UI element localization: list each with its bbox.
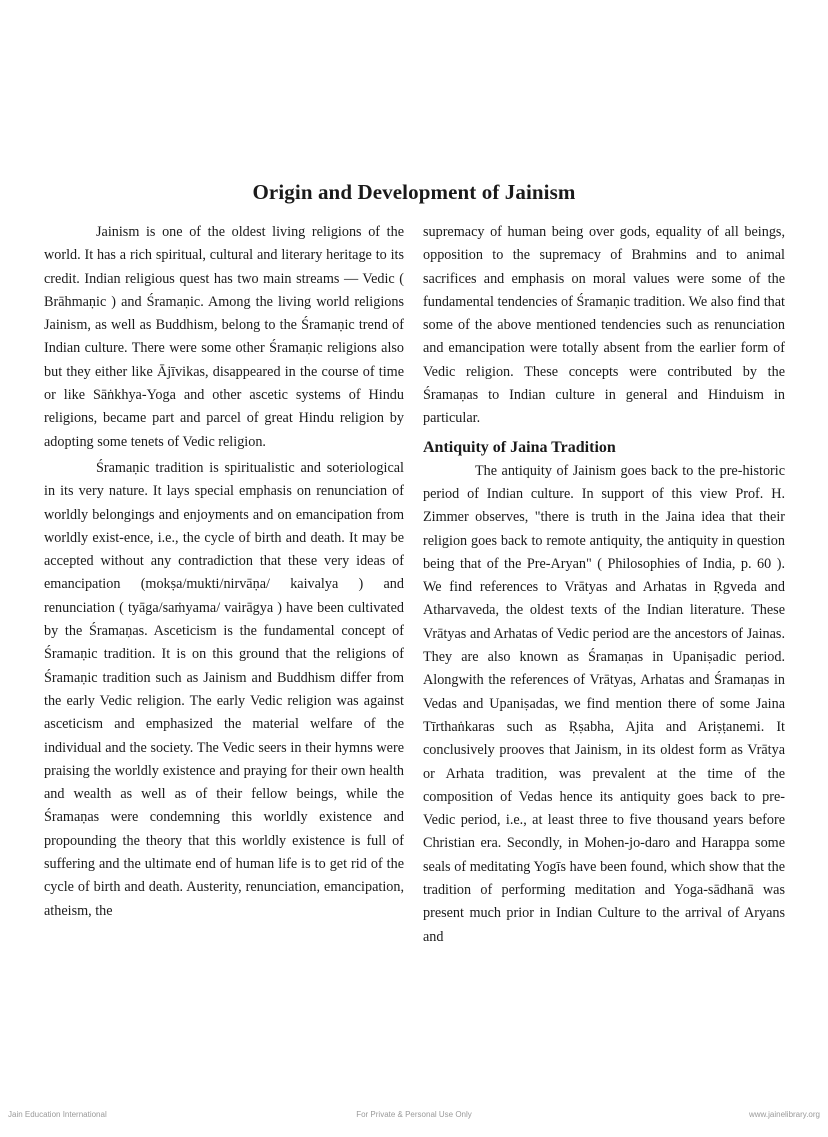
paragraph-antiquity: The antiquity of Jainism goes back to the pre-historic period of Indian culture. In support of this view Prof. H. Zimmer observes, "there is truth in the Jaina idea that their religion goes back to remote antiquity, the antiquity in question being that of the Pre-Aryan" ( Philosophies of India, p. 60 ). We find references to Vrātyas and Arhatas in Ṛgveda and Atharvaveda, the oldest texts of the Indian literature. These Vrātyas and Arhatas of Vedic period are the ancestors of Jainas. They are also known as Śramaṇas in Upaniṣadic period. Alongwith the references of Vrātyas, Arhatas and Śramaṇas in Vedas and Upaniṣadas, we find mention there of some Jaina Tīrthaṅkaras such as Ṛṣabha, Ajita and Ariṣṭanemi. It conclusively prooves that Jainism, in its oldest form as Vrātya or Arhata tradition, was prevalent at the time of the composition of Vedas hence its antiquity goes back to pre-Vedic period, i.e., at least three to five thousand years before Christian era. Secondly, in Mohen-jo-daro and Harappa some seals of meditating Yogīs have been found, which show that the tradition of performing meditation and Yoga-sādhanā was present much prior in Indian Culture to the arrival of Aryans and [423,462,785,945]
left-column [44,221,404,923]
section-heading-antiquity: Antiquity of Jaina Tradition [423,438,616,456]
page-title: Origin and Development of Jainism [252,180,576,204]
paragraph-intro: Jainism is one of the oldest living religions of the world. It has a rich spiritual, cultural and literary heritage to its credit. Indian religious quest has two main streams — Vedic ( Brāhmaṇic ) and Śramaṇic. Among the living world religions Jainism, as well as Buddhism, belong to the Śramaṇic trend of Indian culture. There were some other Śramaṇic religions also but they either like Ājīvikas, disappeared in the course of time or like Sāṅkhya-Yoga and other ascetic systems of Hindu religions, became part and parcel of great Hindu religion by adopting some tenets of Vedic religion. [44,224,404,450]
footer-website: www.jainelibrary.org [749,1110,820,1119]
paragraph-supremacy: supremacy of human being over gods, equality of all beings, opposition to the supremacy of Brahmins and to animal sacrifices and emphasis on moral values were some of the fundamental tendencies of Śramaṇic tradition. We also find that some of the above mentioned tendencies such as renunciation and emancipation were totally absent from the earlier form of Vedic religion. These concepts were contributed by the Śramaṇas to Indian culture in general and Hinduism in particular. [423,224,785,427]
page-footer [0,1110,828,1126]
footer-usage-note: For Private & Personal Use Only [356,1110,472,1119]
paragraph-sramanic-tradition: Śramaṇic tradition is spiritualistic and soteriological in its very nature. It lays special emphasis on renunciation of worldly belongings and enjoyments and on emancipation from worldly exist-ence, i.e., the cycle of birth and death. It may be accepted without any contradiction that these very ideas of emancipation (mokṣa/mukti/nirvāṇa/ kaivalya ) and renunciation ( tyāga/saṁyama/ vairāgya ) have been cultivated by the Śramaṇas. Asceticism is the fundamental concept of Śramaṇic tradition. It is on this ground that the religions of Śramaṇic tradition such as Jainism and Buddhism differ from the early Vedic religion. The early Vedic religion was against asceticism and emphasized the material welfare of the individual and the society. The Vedic seers in their hymns were praising the worldly existence and praying for their own health and wealth as well as of their fellow beings, while the Śramaṇas were condemning this worldly existence and propounding the theory that this worldly existence is full of suffering and the ultimate end of human life is to get rid of the cycle of birth and death. Austerity, renunciation, emancipation, atheism, the [44,459,404,919]
right-column [423,221,785,949]
footer-publisher: Jain Education International [8,1110,107,1119]
